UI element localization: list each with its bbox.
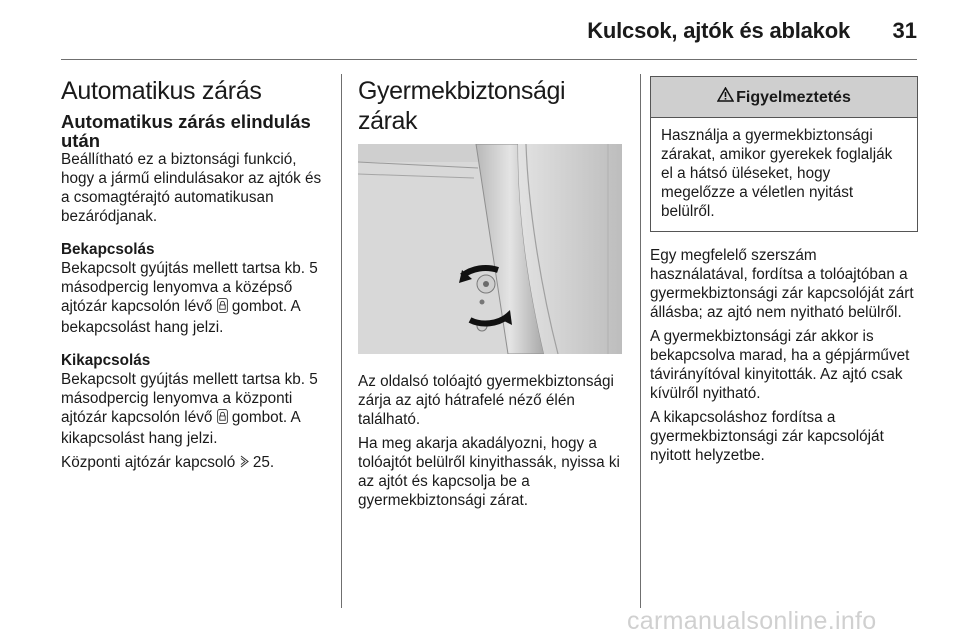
column-2 — [358, 76, 626, 510]
heading-activation: Bekapcsolás — [61, 241, 155, 258]
header-rule — [61, 59, 917, 60]
column-divider-1 — [341, 74, 342, 608]
watermark: carmanualsonline.info — [627, 607, 877, 635]
deactivate-child-lock-text: A kikapcsoláshoz fordítsa a gyermekbiztonsági zár kapcsolóját nyitott helyzetbe. — [650, 409, 884, 464]
child-lock-illustration — [358, 144, 622, 354]
heading-deactivation: Kikapcsolás — [61, 352, 151, 369]
activation-text: Bekapcsolt gyújtás mellett tartsa kb. 5 másodpercig lenyomva a középső ajtózár kapcsolón lévő gombot. A bekapcsolást hang jelzi. — [61, 260, 318, 336]
page-reference-arrow-icon — [240, 454, 249, 473]
warning-text: Használja a gyermekbiztonsági zárakat, amikor gyerekek foglalják el a hátsó üléseket, hogy megelőzze a véletlen nyitást belülről. — [661, 127, 893, 220]
deactivation-text: Bekapcsolt gyújtás mellett tartsa kb. 5 másodpercig lenyomva a központi ajtózár kapcsolón lévő gombot. A kikapcsolást hang jelzi. — [61, 371, 318, 447]
child-lock-location-text: Az oldalsó tolóajtó gyermekbiztonsági zárja az ajtó hátrafelé néző élén található. — [358, 373, 614, 428]
child-lock-remote-text: A gyermekbiztonsági zár akkor is bekapcsolva marad, ha a gépjárművet távirányítóval kinyitották. Az ajtó csak kívülről nyitható. — [650, 328, 910, 402]
child-lock-usage-text: Ha meg akarja akadályozni, hogy a tolóajtót belülről kinyithassák, nyissa ki az ajtót és kapcsolja be a gyermekbiztonsági zárat. — [358, 435, 620, 509]
page-header-title: Kulcsok, ajtók és ablakok — [587, 18, 850, 43]
padlock-button-icon — [217, 409, 228, 429]
section-title-automatic-locking: Automatikus zárás — [61, 77, 262, 105]
warning-header — [651, 77, 917, 118]
subsection-title-auto-lock-after-driveoff: Automatikus zárás elindulás után — [61, 111, 311, 151]
warning-triangle-icon — [717, 87, 734, 107]
column-3 — [650, 76, 918, 465]
column-1 — [61, 76, 333, 473]
warning-title: Figyelmeztetés — [736, 88, 851, 106]
activate-child-lock-text: Egy megfelelő szerszám használatával, fordítsa a tolóajtóban a gyermekbiztonsági zár kapcsolóját zárt állásba; az ajtó nem nyitható belülről. — [650, 247, 914, 321]
reference-page-number[interactable]: 25. — [252, 454, 275, 471]
central-locking-reference: Központi ajtózár kapcsoló 25. — [61, 454, 275, 471]
section-title-child-locks: Gyermekbiztonsági zárak — [358, 77, 566, 135]
auto-lock-intro: Beállítható ez a biztonsági funkció, hogy a jármű elindulásakor az ajtók és a csomagtérajtó automatikusan bezáródjanak. — [61, 151, 322, 225]
padlock-button-icon — [217, 298, 228, 318]
page-number: 31 — [892, 18, 917, 43]
warning-box — [650, 76, 918, 232]
column-divider-2 — [640, 74, 641, 608]
